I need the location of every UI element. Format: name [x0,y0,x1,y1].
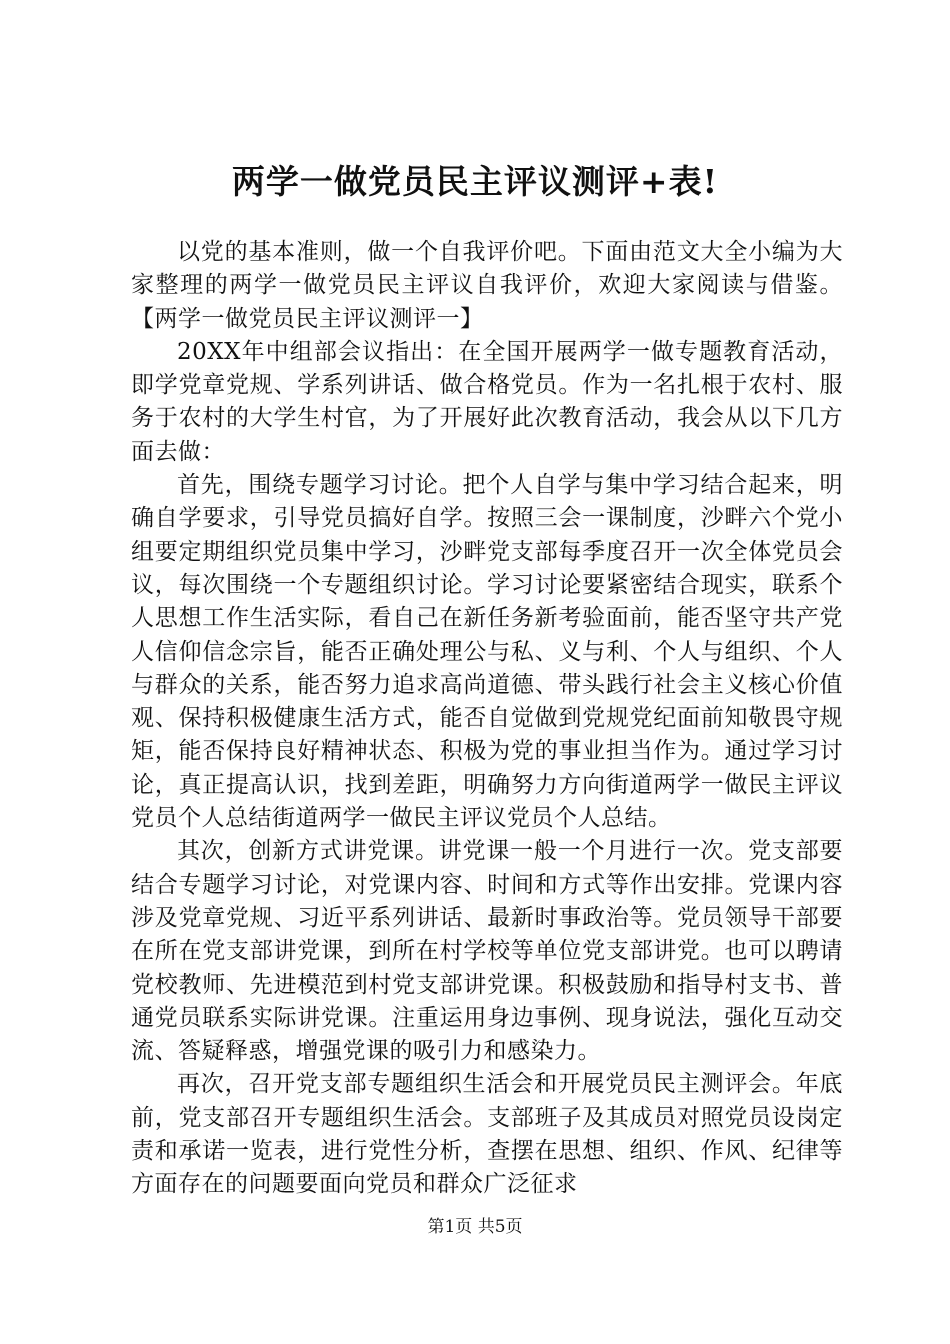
paragraph-meeting: 20XX年中组部会议指出：在全国开展两学一做专题教育活动，即学党章党规、学系列讲话、做合格党员。作为一名扎根于农村、服务于农村的大学生村官，为了开展好此次教育活动，我会从以下几方面去做： [131,338,843,465]
paragraph-first: 首先，围绕专题学习讨论。把个人自学与集中学习结合起来，明确自学要求，引导党员搞好自学。按照三会一课制度，沙畔六个党小组要定期组织党员集中学习，沙畔党支部每季度召开一次全体党员会议，每次围绕一个专题组织讨论。学习讨论要紧密结合现实，联系个人思想工作生活实际，看自己在新任务新考验面前，能否坚守共产党人信仰信念宗旨，能否正确处理公与私、义与利、个人与组织、个人与群众的关系，能否努力追求高尚道德、带头践行社会主义核心价值观、保持积极健康生活方式，能否自觉做到党规党纪面前知敬畏守规矩，能否保持良好精神状态、积极为党的事业担当作为。通过学习讨论，真正提高认识，找到差距，明确努力方向街道两学一做民主评议党员个人总结街道两学一做民主评议党员个人总结。 [131,472,843,832]
paragraph-third: 再次，召开党支部专题组织生活会和开展党员民主测评会。年底前，党支部召开专题组织生活会。支部班子及其成员对照党员设岗定责和承诺一览表，进行党性分析，查摆在思想、组织、作风、纪律等方面存在的问题要面向党员和群众广泛征求 [131,1071,843,1198]
document-title: 两学一做党员民主评议测评+表! [231,162,719,201]
document-body [131,236,843,1202]
paragraph-intro: 以党的基本准则，做一个自我评价吧。下面由范文大全小编为大家整理的两学一做党员民主评议自我评价，欢迎大家阅读与借鉴。【两学一做党员民主评议测评一】 [131,239,843,332]
paragraph-second: 其次，创新方式讲党课。讲党课一般一个月进行一次。党支部要结合专题学习讨论，对党课内容、时间和方式等作出安排。党课内容涉及党章党规、习近平系列讲话、最新时事政治等。党员领导干部要在所在党支部讲党课，到所在村学校等单位党支部讲党。也可以聘请党校教师、先进模范到村党支部讲党课。积极鼓励和指导村支书、普通党员联系实际讲党课。注重运用身边事例、现身说法，强化互动交流、答疑释惑，增强党课的吸引力和感染力。 [131,838,843,1065]
page-number-footer: 第1页 共5页 [427,1217,523,1237]
